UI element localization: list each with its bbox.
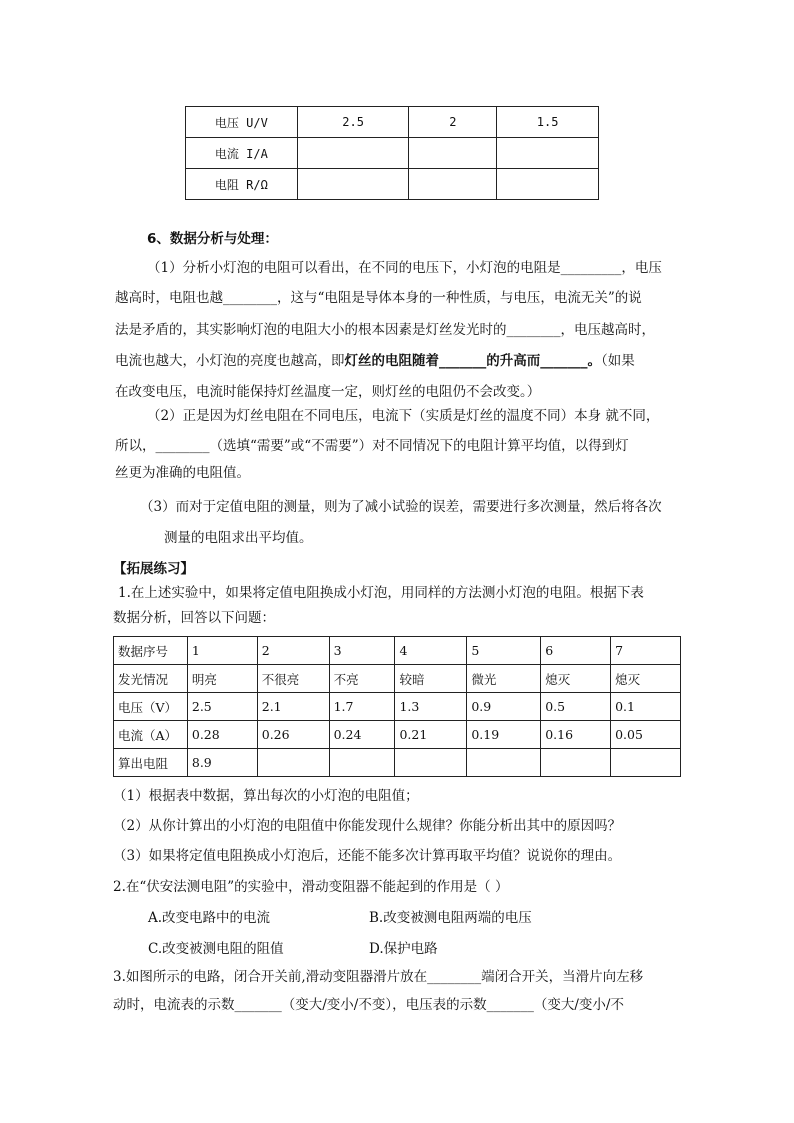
paragraph-line: 测量的电阻求出平均值。 (164, 530, 313, 546)
paragraph-line: 在改变电压，电流时能保持灯丝温度一定，则灯丝的电阻仍不会改变。） (115, 384, 541, 400)
table-cell: 1.3 (395, 693, 467, 721)
table-cell: 2 (409, 107, 497, 138)
table-cell (409, 138, 497, 169)
table-cell: 6 (541, 637, 611, 665)
table-cell: 熄灭 (611, 665, 681, 693)
table-cell (497, 169, 599, 200)
table-cell: 0.16 (541, 721, 611, 749)
paragraph-line: （3）而对于定值电阻的测量，则为了减小试验的误差，需要进行多次测量，然后将各次 (140, 499, 662, 515)
table-cell: 0.26 (257, 721, 329, 749)
table-cell: 1 (187, 637, 257, 665)
paragraph-text: 电流也越大，小灯泡的亮度也越高，即 (115, 353, 345, 369)
table-cell (541, 749, 611, 777)
table-row (114, 721, 681, 749)
paragraph-line: 法是矛盾的，其实影响灯泡的电阻大小的根本因素是灯丝发光时的________，电压越高时， (115, 322, 655, 338)
table-cell: 2 (257, 637, 329, 665)
section-heading: 6、数据分析与处理： (147, 231, 278, 247)
table-cell: 数据序号 (114, 637, 188, 665)
table-cell: 0.28 (187, 721, 257, 749)
table-row (114, 693, 681, 721)
choice-option: B.改变被测电阻两端的电压 (369, 910, 532, 926)
table-cell: 电流 I/A (186, 138, 298, 169)
table-cell: 0.21 (395, 721, 467, 749)
question-line: 3.如图所示的电路，闭合开关前,滑动变阻器滑片放在________端闭合开关，当滑片向左移 (113, 969, 644, 985)
table-cell: 0.19 (467, 721, 541, 749)
question-line: 2.在“伏安法测电阻”的实验中，滑动变阻器不能起到的作用是（ ） (113, 879, 509, 895)
paragraph-line: 越高时，电阻也越________，这与“电阻是导体本身的一种性质，与电压，电流无关”的说 (115, 290, 642, 306)
table-row (186, 138, 599, 169)
paragraph-line: （1）分析小灯泡的电阻可以看出，在不同的电压下，小灯泡的电阻是_________，电压 (147, 260, 662, 276)
table-cell (297, 138, 409, 169)
table-cell: 1.5 (497, 107, 599, 138)
choice-option: D.保护电路 (369, 941, 438, 957)
table-cell: 电阻 R/Ω (186, 169, 298, 200)
table-cell: 0.24 (329, 721, 395, 749)
table-row (186, 107, 599, 138)
table-cell: 发光情况 (114, 665, 188, 693)
question-line: （1）根据表中数据，算出每次的小灯泡的电阻值； (113, 788, 419, 804)
table-row (186, 169, 599, 200)
question-line: （3）如果将定值电阻换成小灯泡后，还能不能多次计算再取平均值？说说你的理由。 (113, 848, 622, 864)
table-cell (329, 749, 395, 777)
table-row (114, 749, 681, 777)
paragraph-line: 丝更为准确的电阻值。 (115, 465, 250, 481)
question-line: 1.在上述实验中，如果将定值电阻换成小灯泡，用同样的方法测小灯泡的电阻。根据下表 (118, 585, 644, 601)
practice-title: 【拓展练习】 (113, 561, 194, 577)
table-cell: 熄灭 (541, 665, 611, 693)
table-cell: 不亮 (329, 665, 395, 693)
table-cell: 5 (467, 637, 541, 665)
table-cell (395, 749, 467, 777)
paragraph-line (115, 351, 635, 371)
table-cell: 较暗 (395, 665, 467, 693)
table-cell: 不很亮 (257, 665, 329, 693)
table-cell: 4 (395, 637, 467, 665)
voltage-current-resistance-table (185, 106, 599, 200)
paragraph-line: 所以，________（选填“需要”或“不需要”）对不同情况下的电阻计算平均值，以得到灯 (115, 438, 629, 454)
table-cell: 电压 U/V (186, 107, 298, 138)
table-cell: 7 (611, 637, 681, 665)
table-cell: 0.9 (467, 693, 541, 721)
table-cell: 2.5 (297, 107, 409, 138)
table-cell (297, 169, 409, 200)
paragraph-line: （2）正是因为灯丝电阻在不同电压，电流下（实质是灯丝的温度不同）本身 就不同， (147, 408, 660, 424)
question-line: 数据分析，回答以下问题： (113, 610, 275, 626)
table-cell (467, 749, 541, 777)
table-cell (257, 749, 329, 777)
table-cell: 3 (329, 637, 395, 665)
bulb-data-table (113, 636, 681, 777)
table-cell: 0.5 (541, 693, 611, 721)
question-line: 动时，电流表的示数_______（变大/变小/不变），电压表的示数_______（变大/变小/不 (113, 997, 624, 1013)
table-cell: 电压（V） (114, 693, 188, 721)
paragraph-text: （如果 (601, 353, 635, 369)
table-cell: 0.05 (611, 721, 681, 749)
table-cell: 2.5 (187, 693, 257, 721)
table-row (114, 665, 681, 693)
choice-option: C.改变被测电阻的阻值 (148, 941, 284, 957)
choice-option: A.改变电路中的电流 (148, 910, 271, 926)
table-cell: 1.7 (329, 693, 395, 721)
question-line: （2）从你计算出的小灯泡的电阻值中你能发现什么规律？你能分析出其中的原因吗？ (113, 818, 622, 834)
table-cell: 8.9 (187, 749, 257, 777)
table-cell: 明亮 (187, 665, 257, 693)
table-cell (497, 138, 599, 169)
emphasis-text: 灯丝的电阻随着_______的升高而_______。 (344, 353, 601, 369)
table-cell (611, 749, 681, 777)
table-cell (409, 169, 497, 200)
table-row (114, 637, 681, 665)
table-cell: 微光 (467, 665, 541, 693)
table-cell: 2.1 (257, 693, 329, 721)
table-cell: 算出电阻 (114, 749, 188, 777)
table-cell: 电流（A） (114, 721, 188, 749)
table-cell: 0.1 (611, 693, 681, 721)
